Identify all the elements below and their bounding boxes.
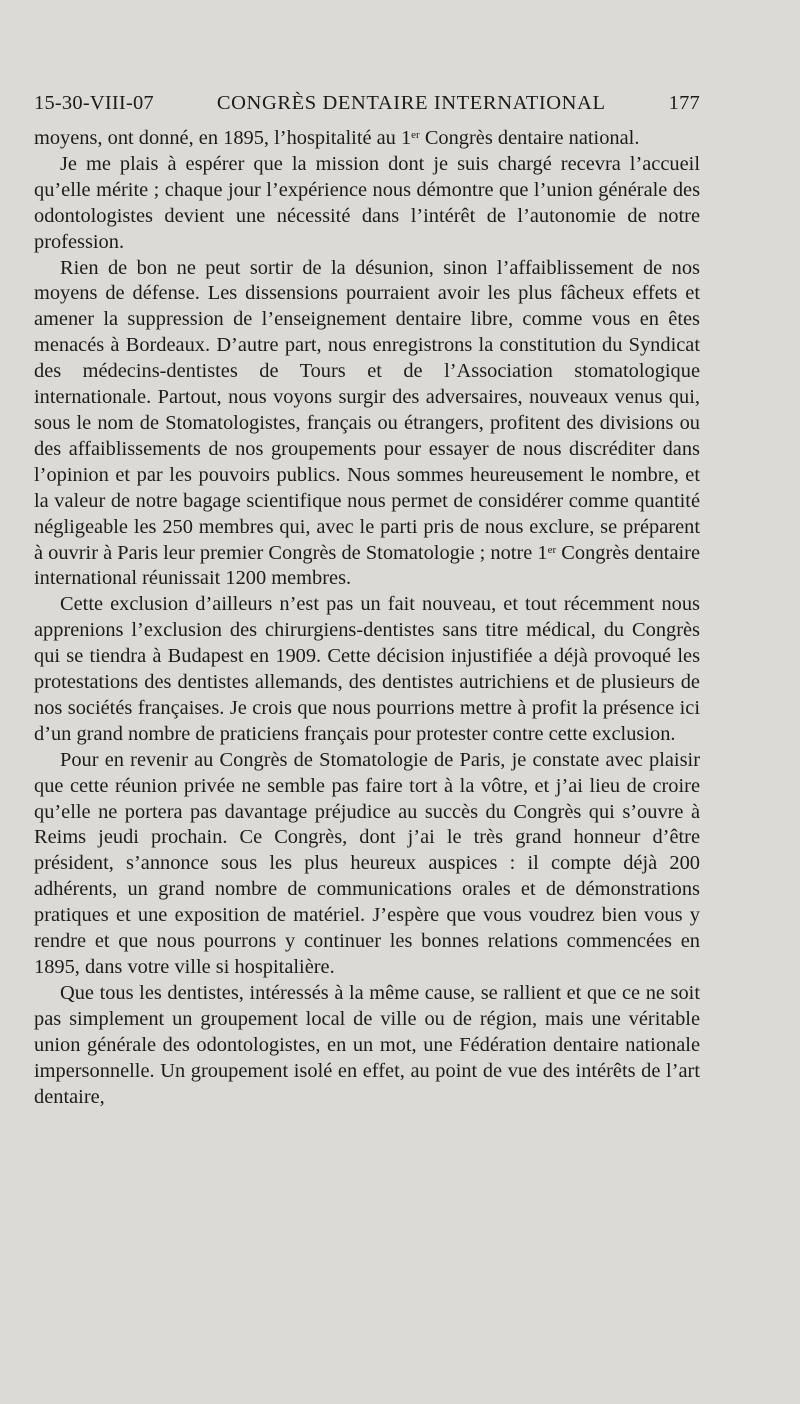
- running-title: CONGRÈS DENTAIRE INTERNATIONAL: [216, 92, 606, 114]
- text-segment: Pour en revenir au Congrès de Stomatologie de Paris, je constate avec plaisir que cette réunion privée ne semble pas faire tort à la vôtre, et j’ai lieu de croire qu’elle ne portera pas davantage préjudice au succès du Congrès qui s’ouvre à Reims jeudi prochain. Ce Congrès, dont j’ai le très grand honneur d’être président, s’annonce sous les plus heureux auspices : il compte déjà 200 adhérents, un grand nombre de communications orales et de démonstrations pratiques et une exposition de matériel. J’espère que vous voudrez bien vous y rendre et que nous pourrons y continuer les bonnes relations commencées en 1895, dans votre ville si hospitalière.: [34, 748, 700, 978]
- paragraph: [34, 592, 700, 747]
- running-head: [34, 92, 700, 120]
- text-segment: Je me plais à espérer que la mission dont je suis chargé recevra l’accueil qu’elle mérite ; chaque jour l’expérience nous démontre que l’union générale des odontologistes devient une nécessité dans l’intérêt de l’autonomie de notre profession.: [34, 152, 700, 253]
- text-segment: Congrès dentaire international réunissait 1200 membres.: [34, 541, 700, 590]
- paragraph: [34, 152, 700, 256]
- date-code: 15-30-VIII-07: [34, 92, 154, 114]
- text-segment: Que tous les dentistes, intéressés à la même cause, se rallient et que ce ne soit pas simplement un groupement local de ville ou de région, mais une véritable union générale des odontologistes, en un mot, une Fédération dentaire nationale impersonnelle. Un groupement isolé en effet, au point de vue des intérêts de l’art dentaire,: [34, 981, 700, 1108]
- text-segment: moyens, ont donné, en 1895, l’hospitalité au 1: [34, 127, 412, 149]
- page-number: 177: [668, 92, 700, 114]
- text-segment: Congrès dentaire national.: [419, 127, 640, 149]
- superscript: er: [547, 543, 557, 556]
- paragraph: [34, 256, 700, 593]
- paragraph: [34, 981, 700, 1111]
- superscript: er: [411, 129, 420, 141]
- paragraph: [34, 126, 700, 152]
- paragraph: [34, 748, 700, 981]
- body-text: [34, 126, 700, 1110]
- text-segment: Cette exclusion d’ailleurs n’est pas un fait nouveau, et tout récemment nous apprenions l’exclusion des chirurgiens-dentistes sans titre médical, du Congrès qui se tiendra à Budapest en 1909. Cette décision injustifiée a déjà provoqué les protestations des dentistes allemands, des dentistes autrichiens et de plusieurs de nos sociétés françaises. Je crois que nous pourrions mettre à profit la présence ici d’un grand nombre de praticiens français pour protester contre cette exclusion.: [34, 593, 700, 745]
- text-segment: Rien de bon ne peut sortir de la désunion, sinon l’affaiblissement de nos moyens de défense. Les dissensions pourraient avoir les plus fâcheux effets et amener la suppression de l’enseignement dentaire libre, comme vous en êtes menacés à Bordeaux. D’autre part, nous enregistrons la constitution du Syndicat des médecins-dentistes de Tours et de l’Association stomatologique internationale. Partout, nous voyons surgir des adversaires, nouveaux venus qui, sous le nom de Stomatologistes, français ou étrangers, profitent des divisions ou des affaiblissements de nos groupements pour essayer de nous discréditer dans l’opinion et par les pouvoirs publics. Nous sommes heureusement le nombre, et la valeur de notre bagage scientifique nous permet de considérer comme quantité négligeable les 250 membres qui, avec le parti pris de nous exclure, se préparent à ouvrir à Paris leur premier Congrès de Stomatologie ; notre 1: [34, 256, 700, 564]
